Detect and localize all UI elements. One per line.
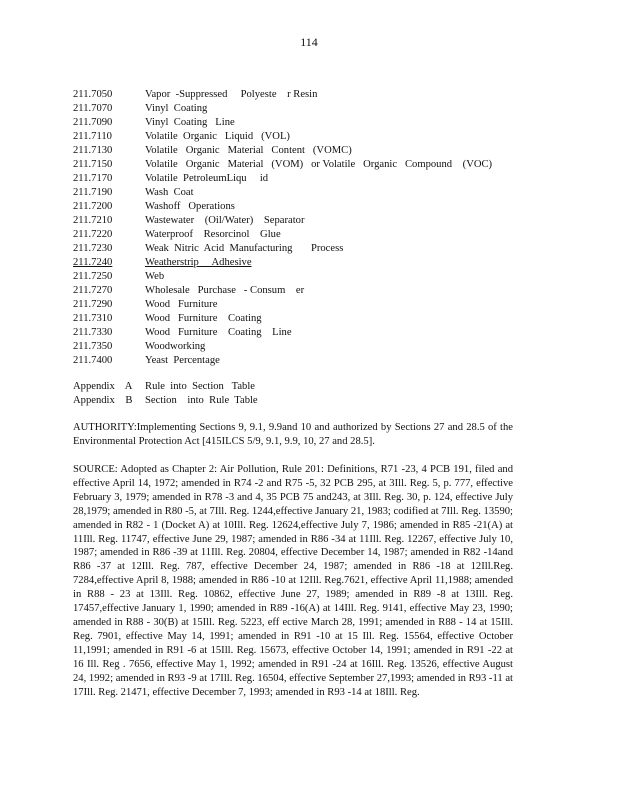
section-title: Volatile Organic Liquid (VOL) <box>145 131 290 142</box>
section-title: Yeast Percentage <box>145 355 220 366</box>
section-row-underlined <box>73 256 553 270</box>
authority-note: AUTHORITY:Implementing Sections 9, 9.1, 9.9and 10 and authorized by Sections 27 and 28.5 of the Environmental Protection Act [415ILCS 5/9, 9.1, 9.9, 10, 27 and 28.5]. <box>73 422 513 447</box>
section-number: 211.7220 <box>73 229 113 240</box>
section-number: 211.7210 <box>73 215 113 226</box>
section-row <box>73 340 553 354</box>
section-row <box>73 116 553 130</box>
section-row <box>73 102 553 116</box>
section-row <box>73 130 553 144</box>
section-title: Woodworking <box>145 341 206 352</box>
section-row <box>73 228 553 242</box>
section-row <box>73 270 553 284</box>
section-title: Wood Furniture <box>145 299 218 310</box>
section-title: Washoff Operations <box>145 201 235 212</box>
appendix-row <box>73 394 553 408</box>
section-number: 211.7110 <box>73 131 112 142</box>
section-row <box>73 200 553 214</box>
section-row <box>73 88 553 102</box>
section-title: Wood Furniture Coating <box>145 313 262 324</box>
section-row <box>73 242 553 256</box>
section-number: 211.7400 <box>73 355 113 366</box>
section-title: Web <box>145 271 165 282</box>
section-list <box>73 88 553 368</box>
appendix-label: Appendix B <box>73 395 133 406</box>
section-title: Vinyl Coating Line <box>145 117 235 128</box>
section-number: 211.7190 <box>73 187 113 198</box>
section-title: Waterproof Resorcinol Glue <box>145 229 281 240</box>
section-row <box>73 354 553 368</box>
section-number: 211.7290 <box>73 299 113 310</box>
section-title: Volatile Organic Material (VOM) or Volatile Organic Compound (VOC) <box>145 159 493 170</box>
page-number: 114 <box>300 35 318 49</box>
section-number: 211.7230 <box>73 243 113 254</box>
section-number: 211.7170 <box>73 173 113 184</box>
source-note: SOURCE: Adopted as Chapter 2: Air Pollution, Rule 201: Definitions, R71 -23, 4 PCB 191, filed and effective April 14, 1972; amended in R74 -2 and R75 -5, 32 PCB 295, at 3Ill. Reg. 5, p. 777, effective February 3, 1979; amended in R78 -3 and 4, 35 PCB 75 and243, at 3Ill. Reg. 30, p. 124, effective July 28,1979; amended in R80 -5, at 7Ill. Reg. 1244,effective January 21, 1983; codified at 7Ill. Reg. 13590; amended in R82 - 1 (Docket A) at 10Ill. Reg. 12624,effective July 7, 1986; amended in R85 -21(A) at 11Ill. Reg. 11747, effective June 29, 1987; amended in R86 -34 at 11Ill. Reg. 12267, effective July 10, 1987; amended in R86 -39 at 11Ill. Reg. 20804, effective December 14, 1987; amended in R82 -14and R86 -37 at 12Ill. Reg. 787, effective December 24, 1987; amended in R86 -18 at 12Ill.Reg. 7284,effective April 8, 1988; amended in R86 -10 at 12Ill. Reg.7621, effective April 11,1988; amended in R88 - 23 at 13Ill. Reg. 10862, effective June 27, 1989; amended in R89 -8 at 13Ill. Reg. 17457,effective January 1, 1990; amended in R89 -16(A) at 14Ill. Reg. 9141, effective May 23, 1990; amended in R88 - 30(B) at 15Ill. Reg. 5223, eff ective March 28, 1991; amended in R88 - 14 at 15Ill. Reg. 7901, effective May 14, 1991; amended in R91 -10 at 15 Ill. Reg. 15564, effective October 11,1991; amended in R91 -6 at 15Ill. Reg. 15673, effective October 14, 1991; amended in R91 -22 at 16 Ill. Reg . 7656, effective May 1, 1992; amended in R91 -24 at 16Ill. Reg. 13526, effective August 24, 1992; amended in R93 -9 at 17Ill. Reg. 16504, effective September 27,1993; amended in R93 -11 at 17Ill. Reg. 21471, effective December 7, 1993; amended in R93 -14 at 18Ill. Reg. <box>73 464 513 698</box>
section-row <box>73 326 553 340</box>
section-title: Wood Furniture Coating Line <box>145 327 292 338</box>
section-number: 211.7150 <box>73 159 113 170</box>
section-title: Vapor -Suppressed Polyeste r Resin <box>145 89 318 100</box>
appendix-label: Appendix A <box>73 381 133 392</box>
section-title: Volatile PetroleumLiqu id <box>145 173 269 184</box>
appendix-title: Section into Rule Table <box>145 395 258 406</box>
section-title: Volatile Organic Material Content (VOMC) <box>145 145 352 156</box>
section-number: 211.7200 <box>73 201 113 212</box>
section-number: 211.7240 <box>73 257 113 268</box>
appendix-title: Rule into Section Table <box>145 381 255 392</box>
section-number: 211.7090 <box>73 117 113 128</box>
section-row <box>73 214 553 228</box>
section-row <box>73 298 553 312</box>
section-number: 211.7130 <box>73 145 113 156</box>
section-title: Weatherstrip Adhesive <box>145 257 252 268</box>
section-title: Wash Coat <box>145 187 194 198</box>
section-number: 211.7330 <box>73 327 113 338</box>
section-number: 211.7070 <box>73 103 113 114</box>
section-number: 211.7350 <box>73 341 113 352</box>
section-title: Vinyl Coating <box>145 103 208 114</box>
section-row <box>73 158 553 172</box>
section-row <box>73 144 553 158</box>
section-title: Weak Nitric Acid Manufacturing Process <box>145 243 344 254</box>
section-row <box>73 312 553 326</box>
section-number: 211.7310 <box>73 313 113 324</box>
section-number: 211.7250 <box>73 271 113 282</box>
section-row <box>73 284 553 298</box>
appendix-row <box>73 380 553 394</box>
section-row <box>73 172 553 186</box>
appendix-list <box>73 380 553 408</box>
section-number: 211.7050 <box>73 89 113 100</box>
section-number: 211.7270 <box>73 285 113 296</box>
section-title: Wholesale Purchase - Consum er <box>145 285 305 296</box>
section-row <box>73 186 553 200</box>
section-title: Wastewater (Oil/Water) Separator <box>145 215 305 226</box>
